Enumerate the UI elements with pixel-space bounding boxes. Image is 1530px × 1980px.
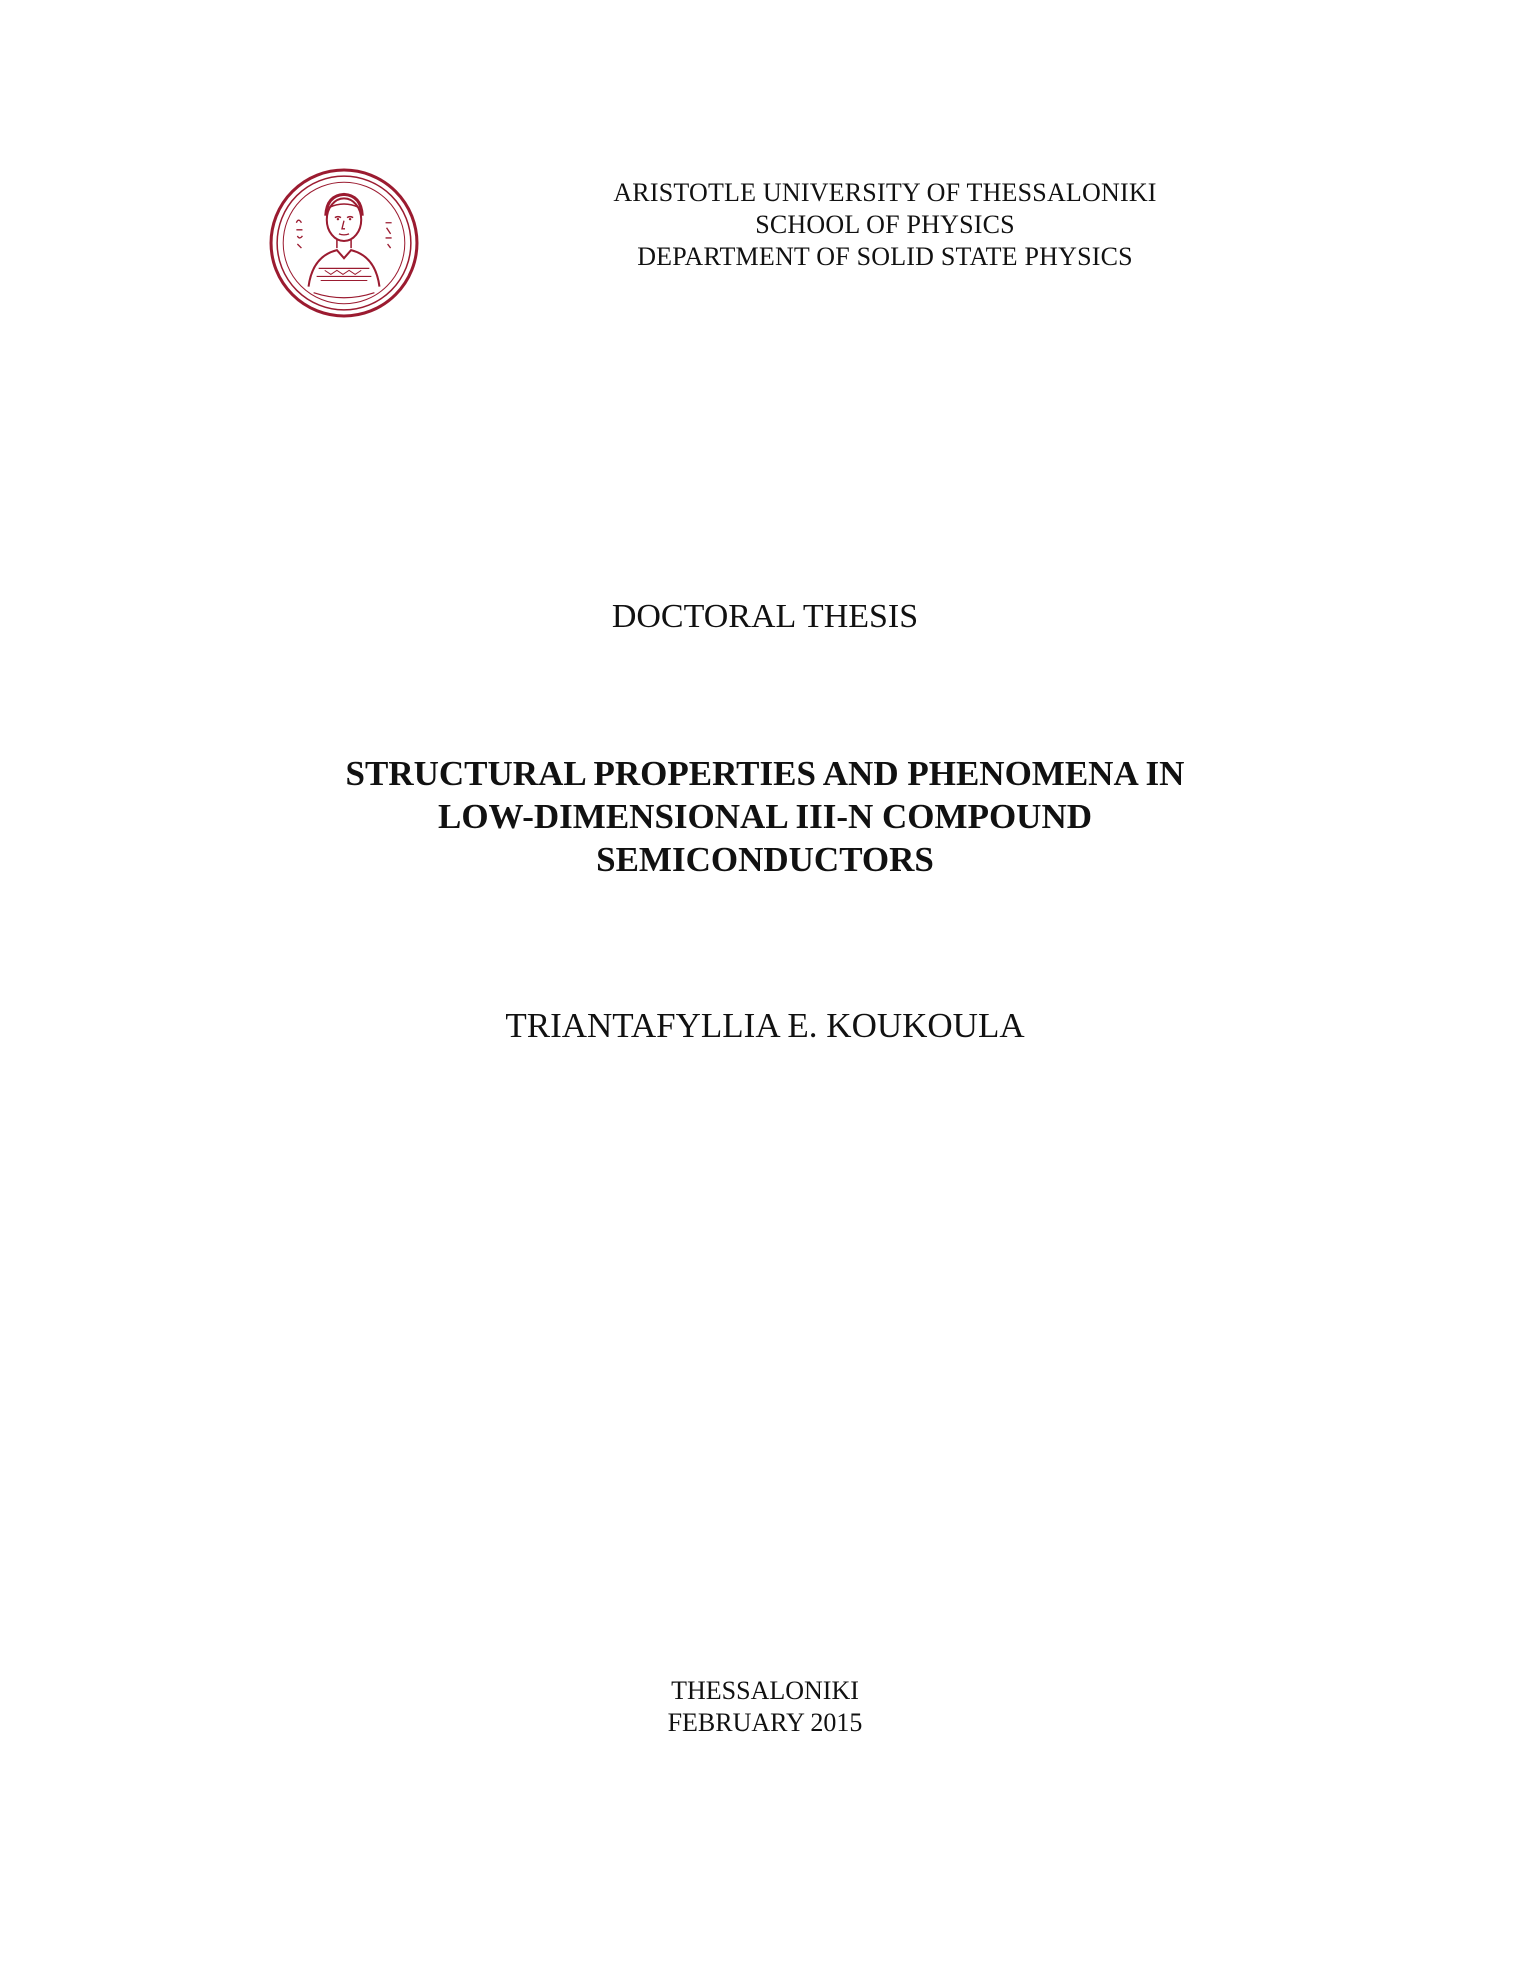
document-type: DOCTORAL THESIS (611, 598, 919, 635)
university-seal-icon (268, 167, 420, 319)
title-line: LOW-DIMENSIONAL III-N COMPOUND (437, 797, 1092, 836)
author-name: TRIANTAFYLLIA E. KOUKOULA (505, 1006, 1025, 1045)
institution-header (520, 177, 1250, 273)
thesis-title (0, 752, 1530, 881)
school-name: SCHOOL OF PHYSICS (755, 210, 1015, 239)
title-line: SEMICONDUCTORS (596, 840, 934, 879)
title-line: STRUCTURAL PROPERTIES AND PHENOMENA IN (345, 754, 1185, 793)
place: THESSALONIKI (671, 1676, 859, 1705)
place-date (0, 1675, 1530, 1739)
date: FEBRUARY 2015 (667, 1708, 863, 1737)
department-name: DEPARTMENT OF SOLID STATE PHYSICS (637, 242, 1133, 271)
university-name: ARISTOTLE UNIVERSITY OF THESSALONIKI (613, 178, 1157, 207)
